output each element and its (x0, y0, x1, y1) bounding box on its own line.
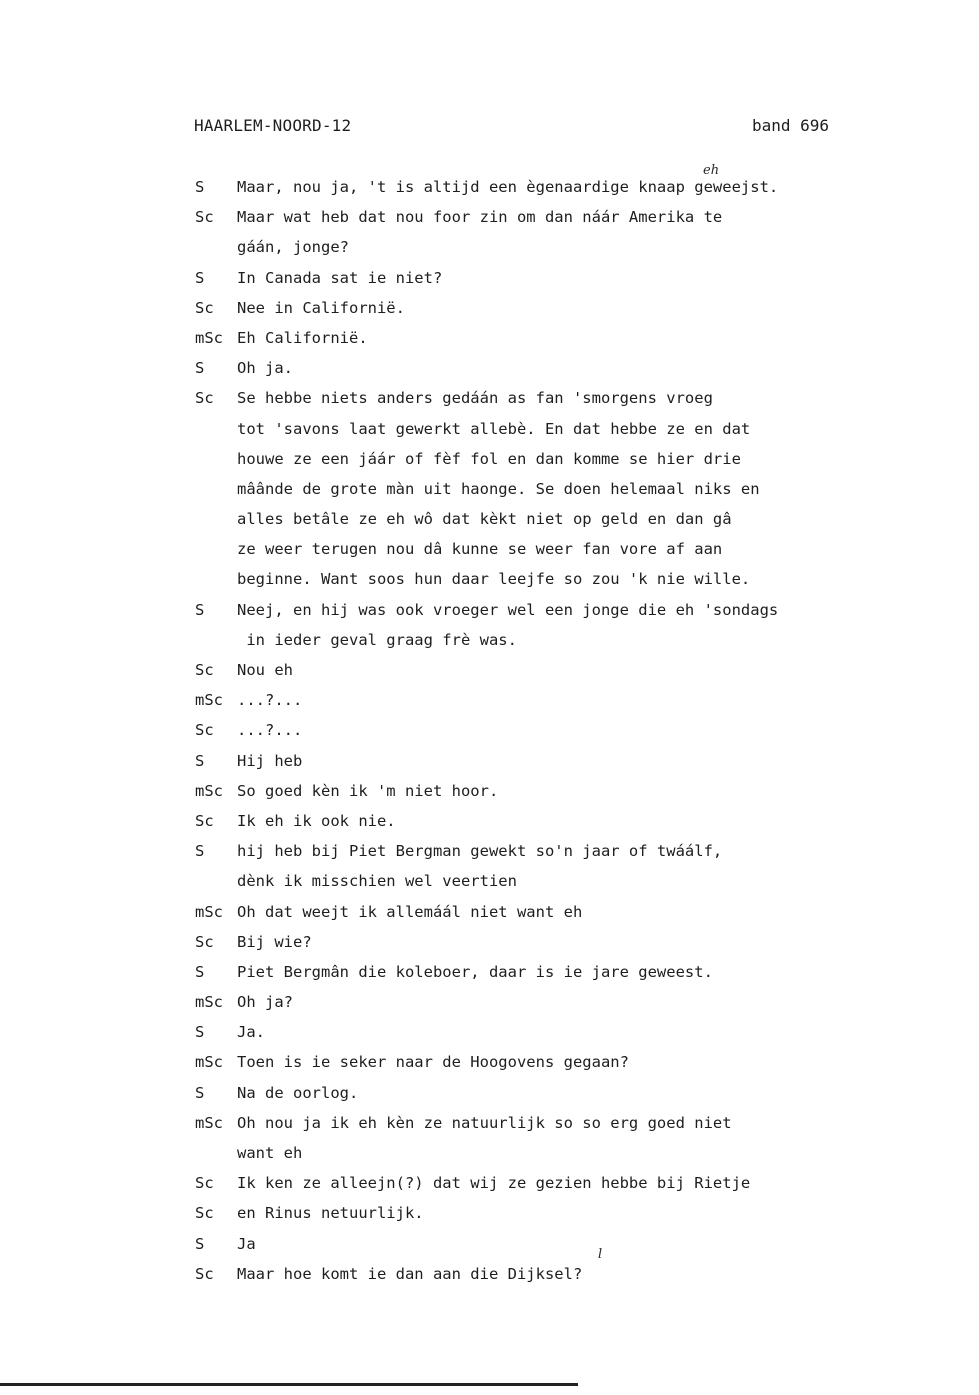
transcript-line (0, 1202, 979, 1232)
utterance-text: houwe ze een jáár of fèf fol en dan komme se hier drie (237, 449, 741, 468)
transcript-line (0, 1172, 979, 1202)
transcript-line (0, 780, 979, 810)
transcript-line (0, 750, 979, 780)
handwritten-correction: eh (703, 163, 720, 178)
transcript-line (0, 689, 979, 719)
transcript-line (0, 478, 979, 508)
speaker-label: Sc (195, 1264, 214, 1283)
transcript-body (0, 176, 979, 1293)
utterance-text: Se hebbe niets anders gedáán as fan 'smorgens vroeg (237, 389, 713, 408)
transcript-line (0, 176, 979, 206)
utterance-text: Piet Bergmân die koleboer, daar is ie jare geweest. (237, 962, 713, 981)
speaker-label: mSc (195, 1053, 223, 1072)
transcript-entry (0, 267, 979, 297)
transcript-entry (0, 750, 979, 780)
speaker-label: Sc (195, 661, 214, 679)
transcript-entry (0, 327, 979, 357)
transcript-line (0, 961, 979, 991)
utterance-text: Maar wat heb dat nou foor zin om dan náár Amerika te (237, 208, 723, 227)
transcript-line (0, 810, 979, 840)
transcript-line (0, 1112, 979, 1142)
speaker-label: S (195, 842, 205, 861)
speaker-label: S (195, 178, 205, 196)
speaker-label: Sc (195, 932, 214, 951)
speaker-label: S (195, 962, 205, 981)
utterance-text: So goed kèn ik 'm niet hoor. (237, 781, 499, 800)
transcript-entry (0, 931, 979, 961)
transcript-line (0, 387, 979, 417)
transcript-line (0, 267, 979, 297)
transcript-entry (0, 780, 979, 810)
utterance-text: Bij wie? (237, 932, 312, 951)
utterance-text: hij heb bij Piet Bergman gewekt so'n jaar of twáálf, (237, 842, 723, 861)
speaker-label: Sc (195, 721, 214, 740)
transcript-entry (0, 659, 979, 689)
transcript-line (0, 629, 979, 659)
tape-number: band 696 (752, 116, 830, 135)
transcript-entry (0, 357, 979, 387)
utterance-text: Ja. (237, 1023, 265, 1042)
speaker-label: Sc (195, 298, 214, 317)
utterance-text: Ja (237, 1234, 256, 1253)
transcript-line (0, 1021, 979, 1051)
utterance-text: Oh ja? (237, 993, 293, 1012)
transcript-line (0, 418, 979, 448)
speaker-label: S (195, 600, 205, 619)
speaker-label: mSc (195, 328, 223, 347)
utterance-text: ...?... (237, 691, 303, 710)
transcript-line (0, 448, 979, 478)
page-bottom-rule (0, 1383, 578, 1386)
utterance-text: Ik eh ik ook nie. (237, 811, 396, 830)
speaker-label: S (195, 268, 205, 287)
transcript-line (0, 1082, 979, 1112)
utterance-text: en Rinus netuurlijk. (237, 1204, 424, 1223)
document-title: HAARLEM-NOORD-12 (194, 116, 352, 135)
transcript-entry (0, 1202, 979, 1232)
transcript-line (0, 599, 979, 629)
transcript-line (0, 1142, 979, 1172)
transcript-entry (0, 810, 979, 840)
transcript-line (0, 508, 979, 538)
utterance-text: Ik ken ze alleejn(?) dat wij ze gezien hebbe bij Rietje (237, 1174, 751, 1193)
speaker-label: Sc (195, 1204, 214, 1223)
transcript-line (0, 297, 979, 327)
transcript-entry (0, 206, 979, 266)
transcript-line (0, 1051, 979, 1081)
utterance-text: Hij heb (237, 751, 303, 770)
transcript-entry (0, 719, 979, 749)
speaker-label: Sc (195, 1174, 214, 1193)
utterance-text: Maar, nou ja, 't is altijd een ègenaardige knaap geweejst. (237, 178, 779, 196)
utterance-text: Maar hoe komt ie dan aan die Dijksel? (237, 1264, 583, 1283)
transcript-line (0, 659, 979, 689)
speaker-label: mSc (195, 1113, 223, 1132)
speaker-label: S (195, 359, 205, 378)
handwritten-correction: l (598, 1247, 603, 1262)
transcript-line (0, 538, 979, 568)
utterance-text: Neej, en hij was ook vroeger wel een jonge die eh 'sondags (237, 600, 779, 619)
transcript-entry (0, 1233, 979, 1263)
transcript-entry (0, 1051, 979, 1081)
speaker-label: S (195, 1234, 205, 1253)
utterance-text: Oh ja. (237, 359, 293, 378)
transcript-line (0, 840, 979, 870)
utterance-text: want eh (237, 1144, 303, 1162)
transcript-line (0, 719, 979, 749)
transcript-line (0, 206, 979, 236)
transcript-line (0, 1263, 979, 1293)
utterance-text: ze weer terugen nou dâ kunne se weer fan vore af aan (237, 540, 723, 559)
utterance-text: tot 'savons laat gewerkt allebè. En dat hebbe ze en dat (237, 419, 751, 438)
speaker-label: Sc (195, 208, 214, 227)
speaker-label: mSc (195, 691, 223, 710)
utterance-text: in ieder geval graag frè was. (237, 630, 517, 649)
transcript-entry (0, 901, 979, 931)
speaker-label: Sc (195, 389, 214, 408)
utterance-text: mâânde de grote màn uit haonge. Se doen helemaal niks en (237, 479, 760, 498)
utterance-text: gáán, jonge? (237, 238, 349, 257)
utterance-text: Nee in Californië. (237, 298, 405, 317)
transcript-line (0, 1233, 979, 1263)
transcript-entry (0, 1082, 979, 1112)
speaker-label: mSc (195, 993, 223, 1012)
utterance-text: Nou eh (237, 661, 293, 679)
transcript-entry (0, 1263, 979, 1293)
speaker-label: Sc (195, 811, 214, 830)
speaker-label: mSc (195, 902, 223, 921)
transcript-entry (0, 991, 979, 1021)
transcript-entry (0, 1112, 979, 1172)
utterance-text: Oh nou ja ik eh kèn ze natuurlijk so so erg goed niet (237, 1113, 732, 1132)
transcript-entry (0, 1172, 979, 1202)
transcript-line (0, 901, 979, 931)
utterance-text: dènk ik misschien wel veertien (237, 872, 517, 891)
utterance-text: alles betâle ze eh wô dat kèkt niet op geld en dan gâ (237, 510, 732, 529)
transcript-line (0, 931, 979, 961)
transcript-entry (0, 297, 979, 327)
transcript-entry (0, 961, 979, 991)
transcript-entry (0, 840, 979, 900)
transcript-entry (0, 1021, 979, 1051)
speaker-label: S (195, 751, 205, 770)
utterance-text: ...?... (237, 721, 303, 740)
transcript-line (0, 357, 979, 387)
utterance-text: Na de oorlog. (237, 1083, 359, 1102)
transcript-line (0, 236, 979, 266)
transcript-line (0, 568, 979, 598)
speaker-label: mSc (195, 781, 223, 800)
transcript-entry (0, 176, 979, 206)
transcript-line (0, 870, 979, 900)
utterance-text: beginne. Want soos hun daar leejfe so zou 'k nie wille. (237, 570, 751, 589)
transcript-entry (0, 689, 979, 719)
speaker-label: S (195, 1023, 205, 1042)
transcript-line (0, 991, 979, 1021)
utterance-text: Toen is ie seker naar de Hoogovens gegaan? (237, 1053, 629, 1072)
transcript-entry (0, 387, 979, 598)
transcript-entry (0, 599, 979, 659)
utterance-text: Oh dat weejt ik allemáál niet want eh (237, 902, 583, 921)
speaker-label: S (195, 1083, 205, 1102)
transcript-line (0, 327, 979, 357)
utterance-text: In Canada sat ie niet? (237, 268, 443, 287)
utterance-text: Eh Californië. (237, 328, 368, 347)
